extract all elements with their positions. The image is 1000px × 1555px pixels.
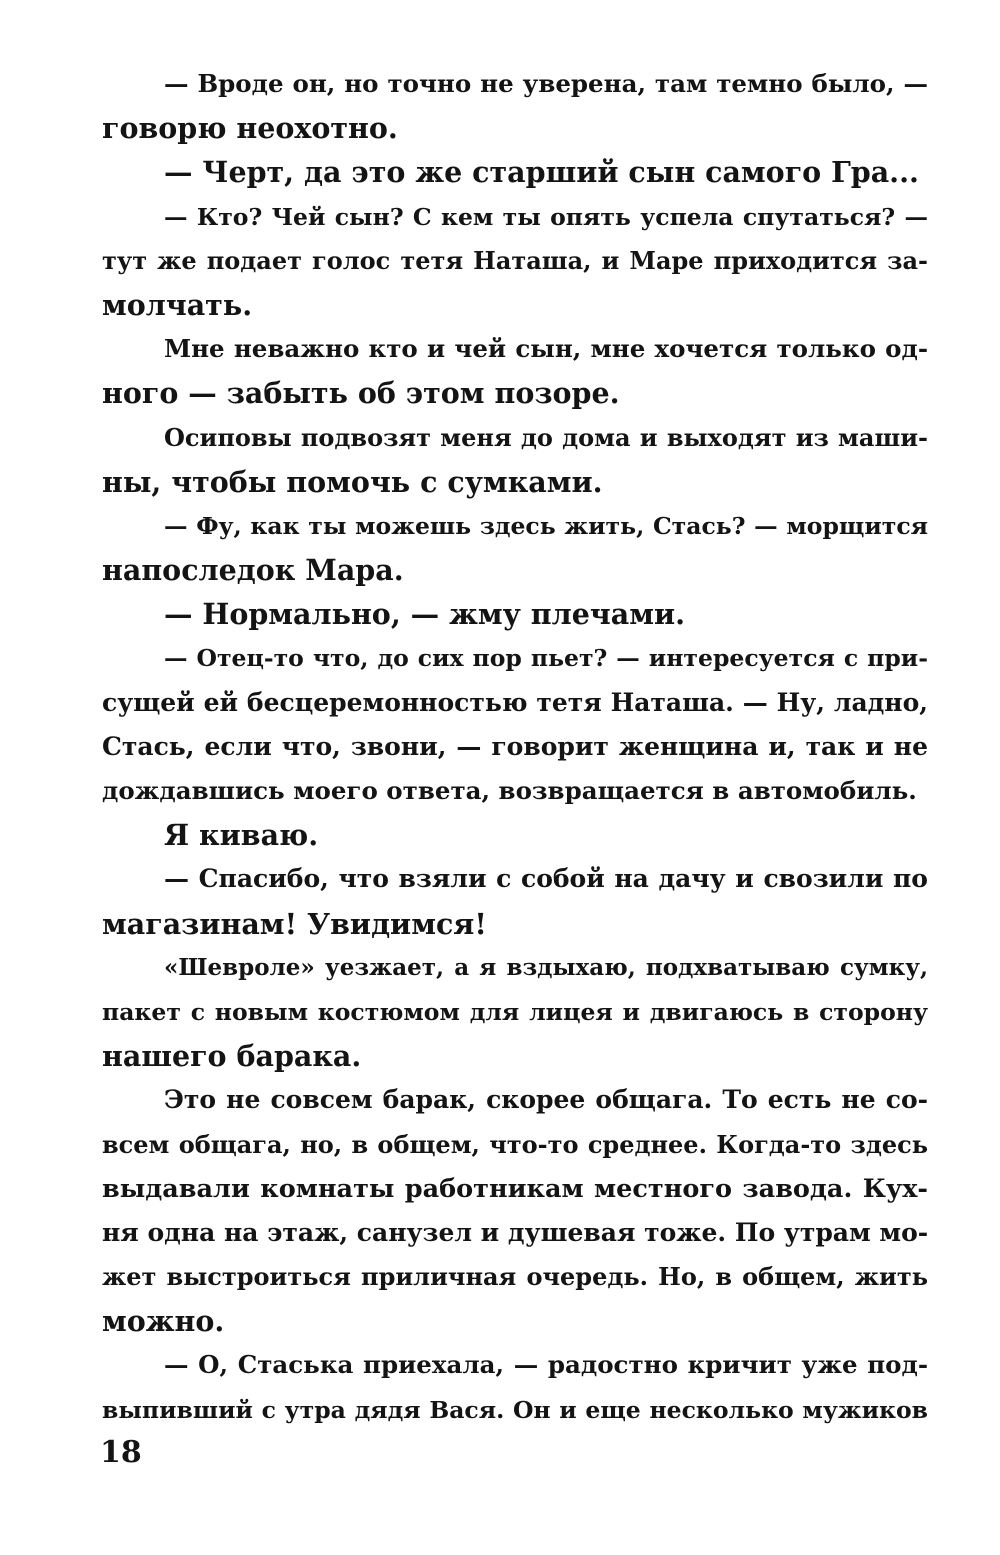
text-line: — Кто? Чей сын? С кем ты опять успела спутаться? —	[164, 202, 928, 231]
text-line: пакет с новым костюмом для лицея и двигаюсь в сторону	[102, 997, 928, 1026]
text-line: Это не совсем барак, скорее общага. То есть не со-	[164, 1085, 928, 1115]
text-line: — Спасибо, что взяли с собой на дачу и свозили по	[164, 864, 928, 894]
text-line: дождавшись моего ответа, возвращается в автомобиль.	[102, 776, 917, 805]
text-line: жет выстроиться приличная очередь. Но, в общем, жить	[102, 1262, 928, 1292]
text-line: — Черт, да это же старший сын самого Гра...	[164, 155, 919, 190]
text-line: ного — забыть об этом позоре.	[102, 376, 620, 411]
text-line: всем общага, но, в общем, что-то среднее. Когда-то здесь	[102, 1129, 928, 1159]
text-line: нашего барака.	[102, 1039, 362, 1074]
text-line: — О, Стаська приехала, — радостно кричит уже под-	[164, 1350, 928, 1380]
text-line: — Вроде он, но точно не уверена, там темно было, —	[164, 69, 928, 98]
page-number: 18	[100, 1435, 142, 1470]
text-line: молчать.	[102, 287, 253, 322]
text-line: Стась, если что, звони, — говорит женщина и, так и не	[102, 731, 928, 761]
text-line: сущей ей бесцеремонностью тетя Наташа. — Ну, ладно,	[102, 687, 928, 717]
text-line: выпивший с утра дядя Вася. Он и еще несколько мужиков	[102, 1395, 928, 1424]
text-line: ны, чтобы помочь с сумками.	[102, 464, 603, 499]
text-line: тут же подает голос тетя Наташа, и Маре приходится за-	[102, 245, 928, 275]
text-line: — Фу, как ты можешь здесь жить, Стась? — морщится	[164, 511, 928, 540]
text-line: «Шевроле» уезжает, а я вздыхаю, подхватываю сумку,	[164, 953, 928, 981]
text-line: напоследок Мара.	[102, 553, 404, 588]
text-line: можно.	[102, 1304, 225, 1339]
text-line: — Отец-то что, до сих пор пьет? — интересуется с при-	[164, 644, 928, 673]
text-line: — Нормально, — жму плечами.	[164, 597, 686, 632]
text-line: магазинам! Увидимся!	[102, 906, 487, 941]
page-text	[102, 62, 928, 1432]
text-line: выдавали комнаты работникам местного завода. Кух-	[102, 1173, 928, 1204]
text-line: ня одна на этаж, санузел и душевая тоже. По утрам мо-	[102, 1217, 929, 1247]
text-line: говорю неохотно.	[102, 111, 398, 146]
text-line: Я киваю.	[164, 818, 319, 853]
text-line: Мне неважно кто и чей сын, мне хочется только од-	[164, 334, 928, 364]
text-line: Осиповы подвозят меня до дома и выходят из маши-	[164, 422, 928, 452]
